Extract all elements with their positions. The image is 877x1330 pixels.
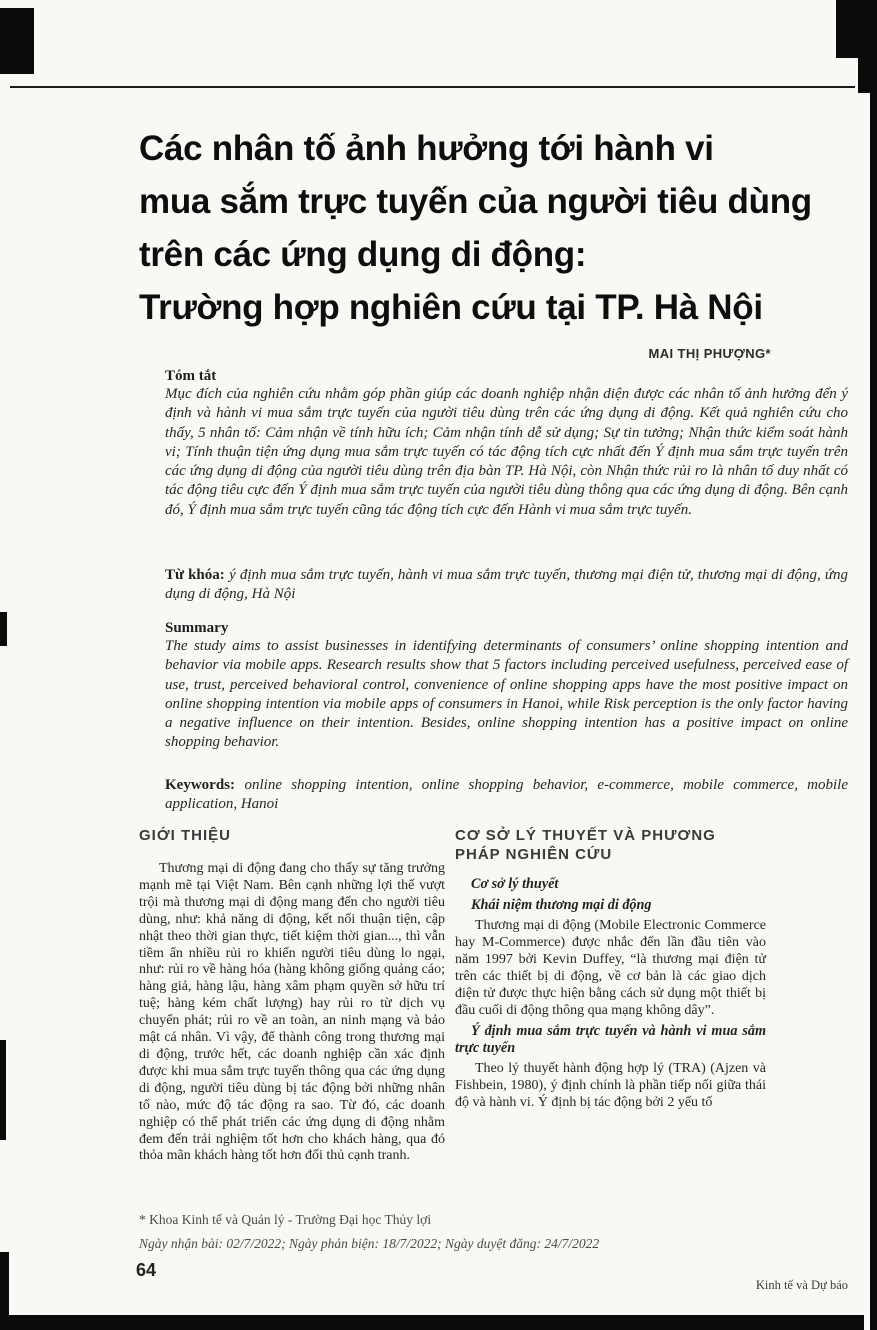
summary-text: The study aims to assist businesses in identifying determinants of consumers’ online shopping intention and behavior via mobile apps. Research results show that 5 factors including perceived usefulness, perceived ease of use, trust, perceived behavioral control, convenience of online shopping apps have the most positive impact on online shopping intention via mobile apps of consumers in Hanoi, while Risk perception is the only factor having a negative influence on their intention. Besides, online shopping intention has a positive impact on online shopping behavior.	[165, 638, 848, 751]
footnote-affiliation: * Khoa Kinh tế và Quản lý - Trường Đại học Thủy lợi	[139, 1212, 432, 1227]
title-line-2: mua sắm trực tuyến của người tiêu dùng	[139, 182, 812, 221]
theory-sub-y-dinh: Ý định mua sắm trực tuyến và hành vi mua sắm trực tuyến	[455, 1023, 766, 1057]
keywords-en-text: online shopping intention, online shopping behavior, e-commerce, mobile commerce, mobile application, Hanoi	[165, 777, 849, 813]
abstract-vi-section	[165, 368, 848, 520]
keywords-vi-text: ý định mua sắm trực tuyến, hành vi mua sắm trực tuyến, thương mại điện tử, thương mại di động, ứng dụng di động, Hà Nội	[165, 567, 849, 603]
theory-sub-ly-thuyet: Cơ sở lý thuyết	[471, 876, 559, 892]
scan-mark	[0, 8, 34, 74]
scan-mark	[836, 0, 877, 58]
article-title	[139, 122, 855, 334]
keywords-en-section	[165, 776, 848, 815]
theory-para-1: Thương mại di động (Mobile Electronic Commerce hay M-Commerce) được nhắc đến lần đầu tiên vào năm 1997 bởi Kevin Duffey, “là thương mại điện tử trên các thiết bị di động, về cơ bản là các giao dịch điện tử được thực hiện bằng cách sử dụng một thiết bị đầu cuối di động thông qua mạng không dây”.	[455, 918, 766, 1018]
keywords-vi-section	[165, 566, 848, 605]
abstract-vi-heading: Tóm tắt	[165, 368, 217, 384]
title-line-3: trên các ứng dụng di động:	[139, 235, 587, 274]
page-number: 64	[136, 1260, 157, 1280]
summary-heading: Summary	[165, 620, 229, 636]
keywords-vi-label: Từ khóa:	[165, 567, 225, 583]
header-rule	[10, 86, 855, 88]
keywords-en-label: Keywords:	[165, 777, 235, 793]
intro-column	[139, 826, 445, 1165]
scan-mark	[8, 1315, 864, 1330]
summary-section	[165, 620, 848, 753]
scan-mark	[870, 60, 877, 1330]
journal-name: Kinh tế và Dự báo	[755, 1278, 848, 1292]
scan-mark	[0, 612, 7, 646]
theory-heading: CƠ SỞ LÝ THUYẾT VÀ PHƯƠNG PHÁP NGHIÊN CỨU	[455, 827, 716, 863]
footnote-dates: Ngày nhận bài: 02/7/2022; Ngày phản biện: 18/7/2022; Ngày duyệt đăng: 24/7/2022	[139, 1236, 600, 1251]
abstract-vi-text: Mục đích của nghiên cứu nhằm góp phần giúp các doanh nghiệp nhận diện được các nhân tố ảnh hưởng đến ý định và hành vi mua sắm trực tuyến của người tiêu dùng trên các ứng dụng di động. Kết quả nghiên cứu cho thấy, 5 nhân tố: Cảm nhận về tính hữu ích; Cảm nhận tính dễ sử dụng; Sự tin tưởng; Nhận thức kiểm soát hành vi; Tính thuận tiện ứng dụng mua sắm trực tuyến có tác động tích cực nhất đến Ý định mua sắm trực tuyến trên các ứng dụng di động của người tiêu dùng trên địa bàn TP. Hà Nội, còn Nhận thức rủi ro là nhân tố duy nhất có tác động tiêu cực đến Ý định mua sắm trực tuyến của người tiêu dùng thông qua các ứng dụng di động. Bên cạnh đó, Ý định mua sắm trực tuyến cũng tác động tích cực đến Hành vi mua sắm trực tuyến.	[165, 386, 848, 518]
page-footer	[0, 1200, 877, 1330]
theory-para-2: Theo lý thuyết hành động hợp lý (TRA) (Ajzen và Fishbein, 1980), ý định chính là phần tiếp nối giữa thái độ và hành vi. Ý định bị tác động bởi 2 yếu tố	[455, 1061, 766, 1111]
theory-column	[455, 826, 766, 1116]
author-name: MAI THỊ PHƯỢNG*	[648, 346, 771, 361]
theory-sub-khai-niem: Khái niệm thương mại di động	[471, 897, 652, 913]
title-line-4: Trường hợp nghiên cứu tại TP. Hà Nội	[139, 288, 763, 327]
intro-heading: GIỚI THIỆU	[139, 827, 231, 844]
intro-text: Thương mại di động đang cho thấy sự tăng trưởng mạnh mẽ tại Việt Nam. Bên cạnh những lợi thế vượt trội mà thương mại di động mang đến cho người tiêu dùng, như: khả năng di động, kết nối thuận tiện, cập nhật theo thời gian thực, tiết kiệm thời gian..., thì vẫn tiềm ẩn nhiều rủi ro khiến người tiêu dùng lo ngại, như: rủi ro về hàng hóa (hàng không giống quảng cáo; hàng giả, hàng lậu, hàng xâm phạm quyền sở hữu trí tuệ; hàng kém chất lượng) hay rủi ro từ dịch vụ chuyển phát; rủi ro về an toàn, an ninh mạng và bảo mật cá nhân. Vì vậy, để thành công trong thương mại di động, trước hết, các doanh nghiệp cần xác định được khi mua sắm trực tuyến thông qua các ứng dụng di động, người tiêu dùng bị tác động bởi những nhân tố nào, mức độ tác động ra sao. Từ đó, các doanh nghiệp có thể phát triển các ứng dụng di động nhằm đem đến trải nghiệm tốt hơn cho khách hàng, qua đó thỏa mãn khách hàng tốt hơn đối thủ cạnh tranh.	[139, 861, 445, 1164]
title-line-1: Các nhân tố ảnh hưởng tới hành vi	[139, 129, 714, 168]
scan-mark	[0, 1040, 6, 1140]
